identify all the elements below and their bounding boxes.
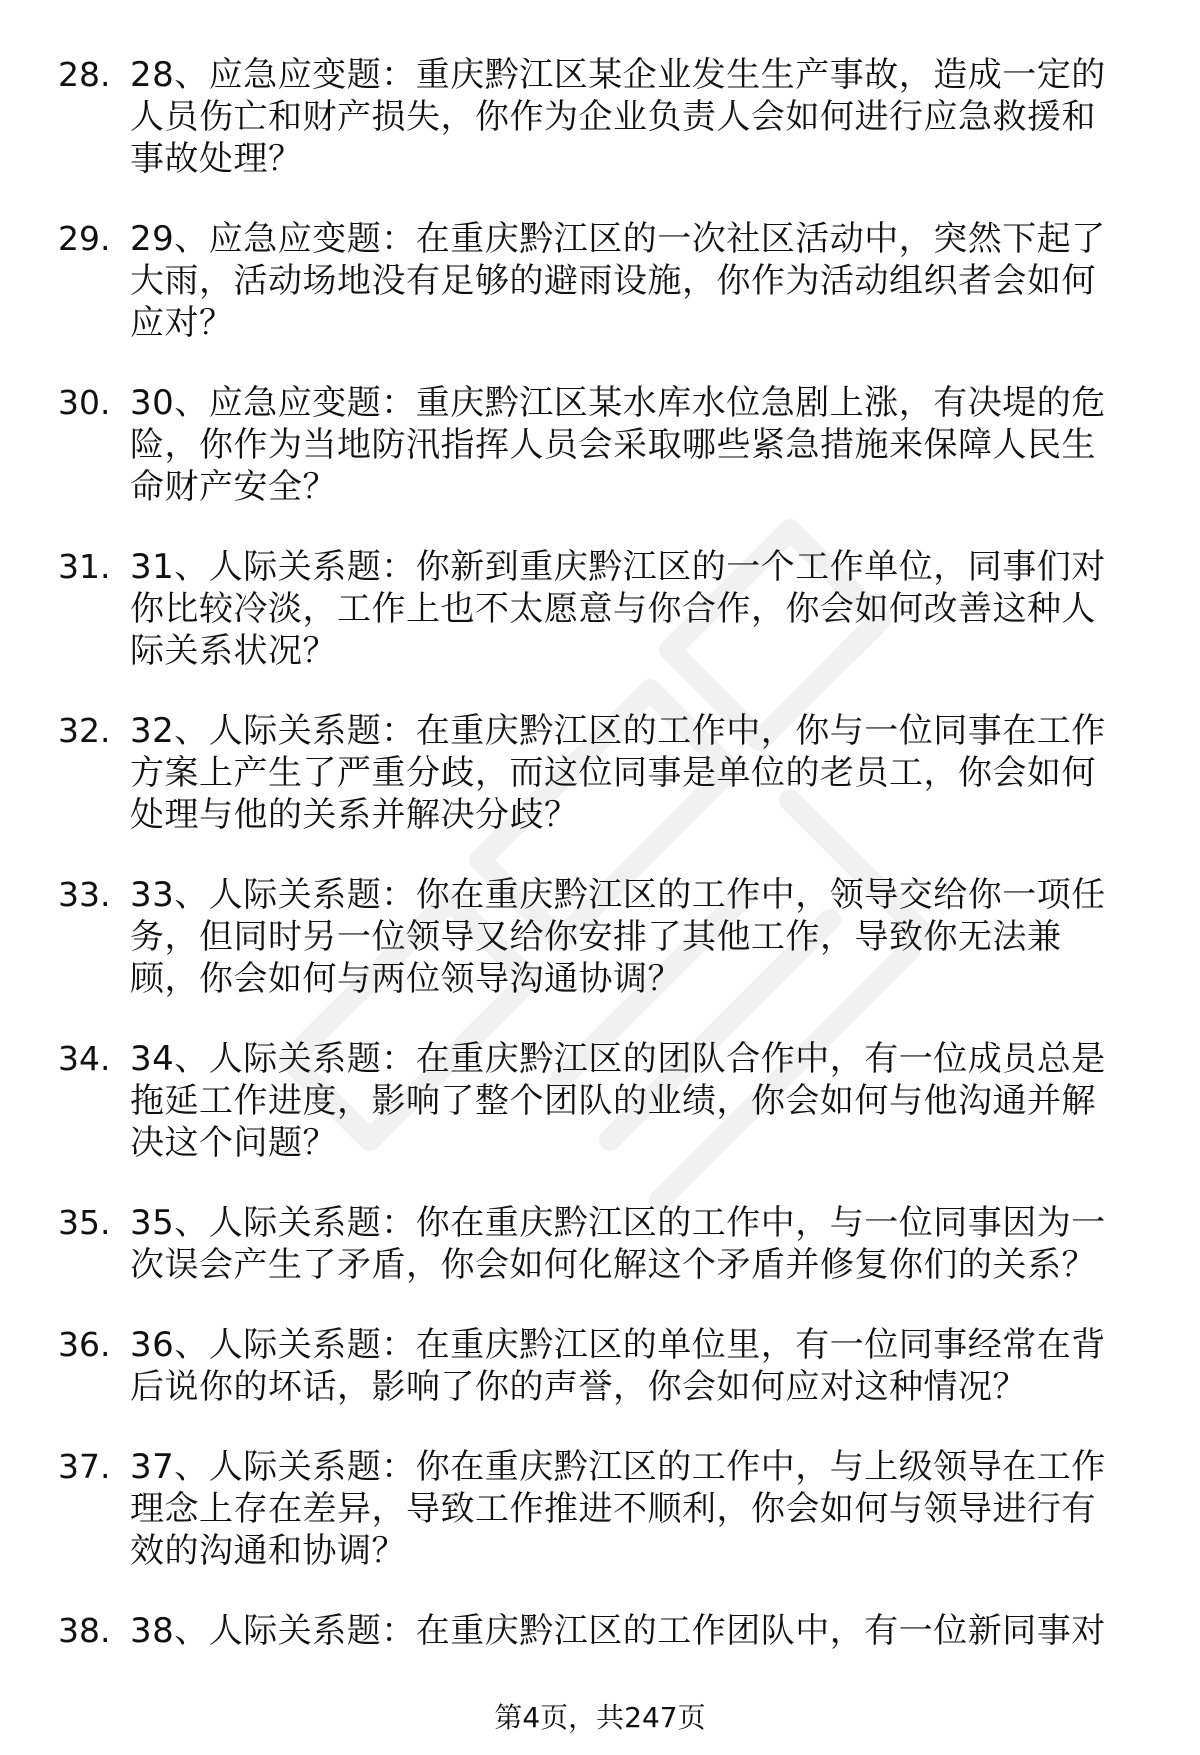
question-text: 34、人际关系题：在重庆黔江区的团队合作中，有一位成员总是拖延工作进度，影响了整个团队的业绩，你会如何与他沟通并解决这个问题？ xyxy=(130,1039,1106,1163)
page-number-label: 第4页，共247页 xyxy=(494,1701,706,1734)
question-item xyxy=(58,1610,1148,1652)
question-number: 37. xyxy=(58,1447,111,1486)
question-item xyxy=(58,54,1148,180)
question-text: 37、人际关系题：你在重庆黔江区的工作中，与上级领导在工作理念上存在差异，导致工作推进不顺利，你会如何与领导进行有效的沟通和协调？ xyxy=(130,1447,1106,1571)
question-number: 30. xyxy=(58,383,111,422)
question-item xyxy=(58,1202,1148,1286)
page-footer xyxy=(0,1700,1200,1736)
question-number: 29. xyxy=(58,219,111,258)
question-text: 28、应急应变题：重庆黔江区某企业发生生产事故，造成一定的人员伤亡和财产损失，你作为企业负责人会如何进行应急救援和事故处理？ xyxy=(130,55,1106,179)
question-item xyxy=(58,874,1148,1000)
question-number: 33. xyxy=(58,875,111,914)
question-text: 31、人际关系题：你新到重庆黔江区的一个工作单位，同事们对你比较冷淡，工作上也不太愿意与你合作，你会如何改善这种人际关系状况？ xyxy=(130,547,1106,671)
question-item xyxy=(58,546,1148,672)
question-item xyxy=(58,1324,1148,1408)
question-text: 38、人际关系题：在重庆黔江区的工作团队中，有一位新同事对 xyxy=(130,1611,1106,1651)
question-number: 34. xyxy=(58,1039,111,1078)
question-text: 30、应急应变题：重庆黔江区某水库水位急剧上涨，有决堤的危险，你作为当地防汛指挥人员会采取哪些紧急措施来保障人民生命财产安全？ xyxy=(130,383,1106,507)
question-item xyxy=(58,382,1148,508)
question-text: 35、人际关系题：你在重庆黔江区的工作中，与一位同事因为一次误会产生了矛盾，你会如何化解这个矛盾并修复你们的关系？ xyxy=(130,1203,1106,1285)
question-item xyxy=(58,218,1148,344)
question-number: 32. xyxy=(58,711,111,750)
question-text: 33、人际关系题：你在重庆黔江区的工作中，领导交给你一项任务，但同时另一位领导又给你安排了其他工作，导致你无法兼顾，你会如何与两位领导沟通协调？ xyxy=(130,875,1106,999)
question-item xyxy=(58,1446,1148,1572)
question-item xyxy=(58,710,1148,836)
question-number: 35. xyxy=(58,1203,111,1242)
question-text: 29、应急应变题：在重庆黔江区的一次社区活动中，突然下起了大雨，活动场地没有足够的避雨设施，你作为活动组织者会如何应对？ xyxy=(130,219,1106,343)
question-text: 36、人际关系题：在重庆黔江区的单位里，有一位同事经常在背后说你的坏话，影响了你的声誉，你会如何应对这种情况？ xyxy=(130,1325,1106,1407)
question-number: 28. xyxy=(58,55,111,94)
question-text: 32、人际关系题：在重庆黔江区的工作中，你与一位同事在工作方案上产生了严重分歧，而这位同事是单位的老员工，你会如何处理与他的关系并解决分歧？ xyxy=(130,711,1106,835)
question-item xyxy=(58,1038,1148,1164)
question-number: 36. xyxy=(58,1325,111,1364)
question-number: 38. xyxy=(58,1611,111,1650)
question-list xyxy=(58,54,1148,1690)
question-number: 31. xyxy=(58,547,111,586)
